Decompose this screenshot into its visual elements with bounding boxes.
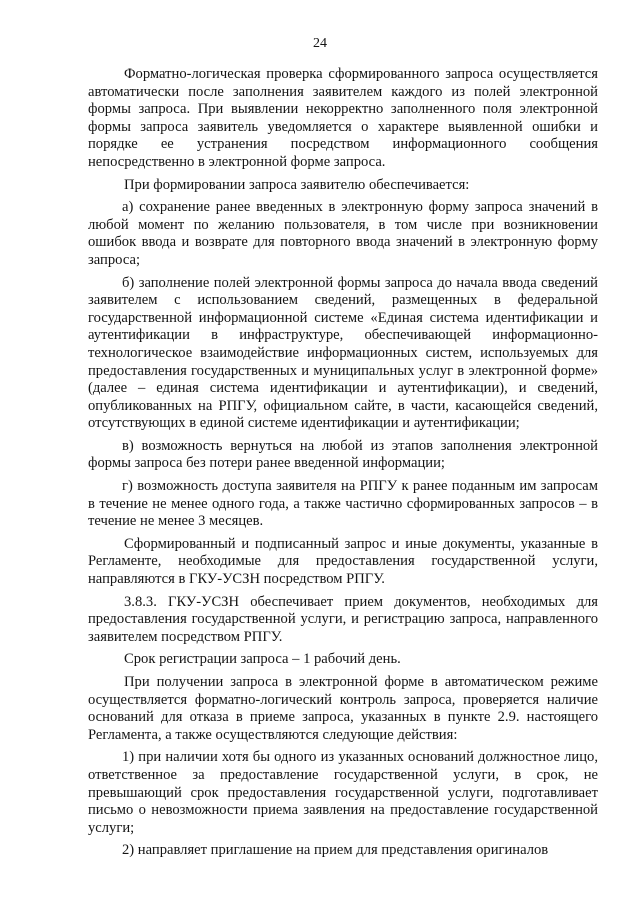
list-item-2: 2) направляет приглашение на прием для представления оригиналов — [122, 842, 549, 859]
list-item-a: а) сохранение ранее введенных в электронную форму запроса значений в любой момент по желанию пользователя, в том числе при возникновении ошибок ввода и возврате для повторного ввода значений в электронную форму запроса; — [88, 199, 598, 268]
list-item-v: в) возможность вернуться на любой из этапов заполнения электронной формы запроса без потери ранее введенной информации; — [88, 437, 598, 472]
paragraph-format-logic-check: Форматно-логическая проверка сформированного запроса осуществляется автоматически после заполнения заявителем каждого из полей электронной формы запроса. При выявлении некорректно заполненного поля электронной формы запроса заявитель уведомляется о характере выявленной ошибки и порядке ее устранения посредством информационного сообщения непосредственно в электронной форме запроса. — [88, 66, 598, 170]
paragraph-request-formation: При формировании запроса заявителю обеспечивается: — [124, 176, 470, 193]
paragraph-3-8-3: 3.8.3. ГКУ-УСЗН обеспечивает прием документов, необходимых для предоставления государственной услуги, и регистрацию запроса, направленного заявителем посредством РПГУ. — [88, 593, 598, 645]
paragraph-signed-request: Сформированный и подписанный запрос и иные документы, указанные в Регламенте, необходимые для предоставления государственной услуги, направляются в ГКУ-УСЗН посредством РПГУ. — [88, 535, 598, 588]
paragraph-automatic-control: При получении запроса в электронной форме в автоматическом режиме осуществляется форматно-логический контроль запроса, проверяется наличие оснований для отказа в приеме запроса, указанных в пункте 2.9. настоящего Регламента, а также осуществляются следующие действия: — [88, 674, 598, 743]
page-number: 24 — [313, 36, 327, 51]
list-item-b: б) заполнение полей электронной формы запроса до начала ввода сведений заявителем с использованием сведений, размещенных в федеральной государственной информационной системе «Единая система идентификации и аутентификации в инфраструктуре, обеспечивающей информационно-технологическое взаимодействие информационных систем, используемых для предоставления государственных и муниципальных услуг в электронной форме» (далее – единая система идентификации и аутентификации), и сведений, опубликованных на РПГУ, официальном сайте, в части, касающейся сведений, отсутствующих в единой системе идентификации и аутентификации; — [88, 274, 598, 432]
paragraph-registration-term: Срок регистрации запроса – 1 рабочий день. — [124, 651, 401, 668]
list-item-1: 1) при наличии хотя бы одного из указанных оснований должностное лицо, ответственное за предоставление государственной услуги, в срок, не превышающий срок предоставления государственной услуги, подготавливает письмо о невозможности приема заявления на предоставление государственной услуги; — [88, 749, 598, 836]
document-body — [88, 66, 598, 865]
list-item-g: г) возможность доступа заявителя на РПГУ к ранее поданным им запросам в течение не менее одного года, а также частично сформированных запросов – в течение не менее 3 месяцев. — [88, 478, 598, 530]
